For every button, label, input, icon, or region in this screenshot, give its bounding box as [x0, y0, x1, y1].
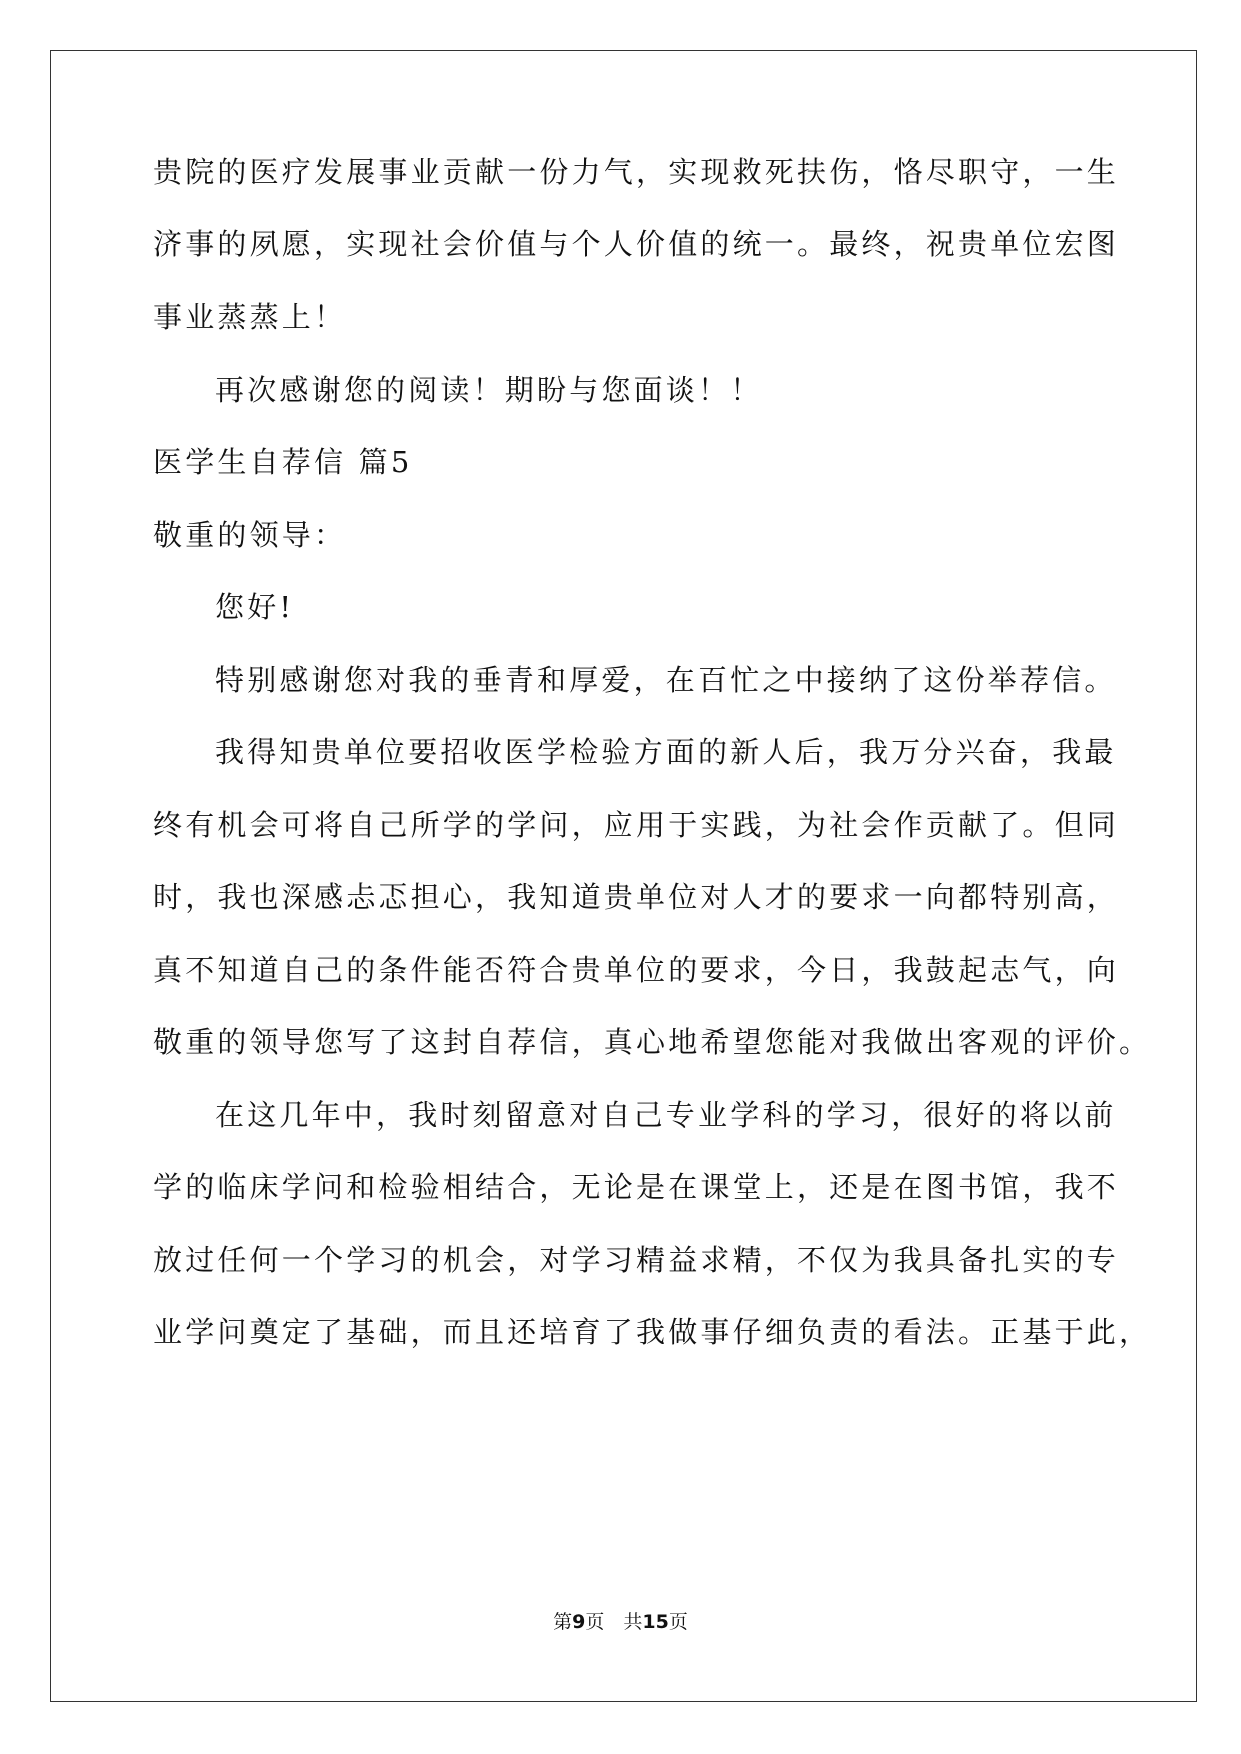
text-line: 敬重的领导您写了这封自荐信，真心地希望您能对我做出客观的评价。 [153, 1025, 1152, 1059]
text-line: 济事的夙愿，实现社会价值与个人价值的统一。最终，祝贵单位宏图 [153, 227, 1120, 261]
footer-mid: 页 共 [585, 1611, 643, 1633]
text-line: 终有机会可将自己所学的学问，应用于实践，为社会作贡献了。但同 [153, 808, 1120, 842]
text-line: 时，我也深感忐忑担心，我知道贵单位对人才的要求一向都特别高， [153, 880, 1120, 914]
page-footer [0, 1610, 1241, 1634]
text-line: 放过任何一个学习的机会，对学习精益求精，不仅为我具备扎实的专 [153, 1243, 1120, 1277]
text-line: 贵院的医疗发展事业贡献一份力气，实现救死扶伤，恪尽职守，一生 [153, 155, 1120, 189]
greeting: 您好! [215, 590, 295, 624]
text-line: 真不知道自己的条件能否符合贵单位的要求，今日，我鼓起志气，向 [153, 953, 1120, 987]
total-pages: 15 [642, 1611, 669, 1633]
section-heading: 医学生自荐信 篇5 [153, 445, 413, 479]
footer-prefix: 第 [553, 1611, 573, 1633]
text-line: 业学问奠定了基础，而且还培育了我做事仔细负责的看法。正基于此， [153, 1315, 1152, 1349]
text-line: 我得知贵单位要招收医学检验方面的新人后，我万分兴奋，我最 [215, 735, 1117, 769]
text-line: 事业蒸蒸上！ [153, 300, 347, 334]
text-line: 再次感谢您的阅读！期盼与您面谈！！ [215, 373, 763, 407]
page-number: 9 [572, 1611, 586, 1633]
text-line: 特别感谢您对我的垂青和厚爱，在百忙之中接纳了这份举荐信。 [215, 663, 1117, 697]
text-line: 学的临床学问和检验相结合，无论是在课堂上，还是在图书馆，我不 [153, 1170, 1120, 1204]
salutation: 敬重的领导： [153, 518, 347, 552]
footer-suffix: 页 [668, 1611, 688, 1633]
text-line: 在这几年中，我时刻留意对自己专业学科的学习，很好的将以前 [215, 1098, 1117, 1132]
